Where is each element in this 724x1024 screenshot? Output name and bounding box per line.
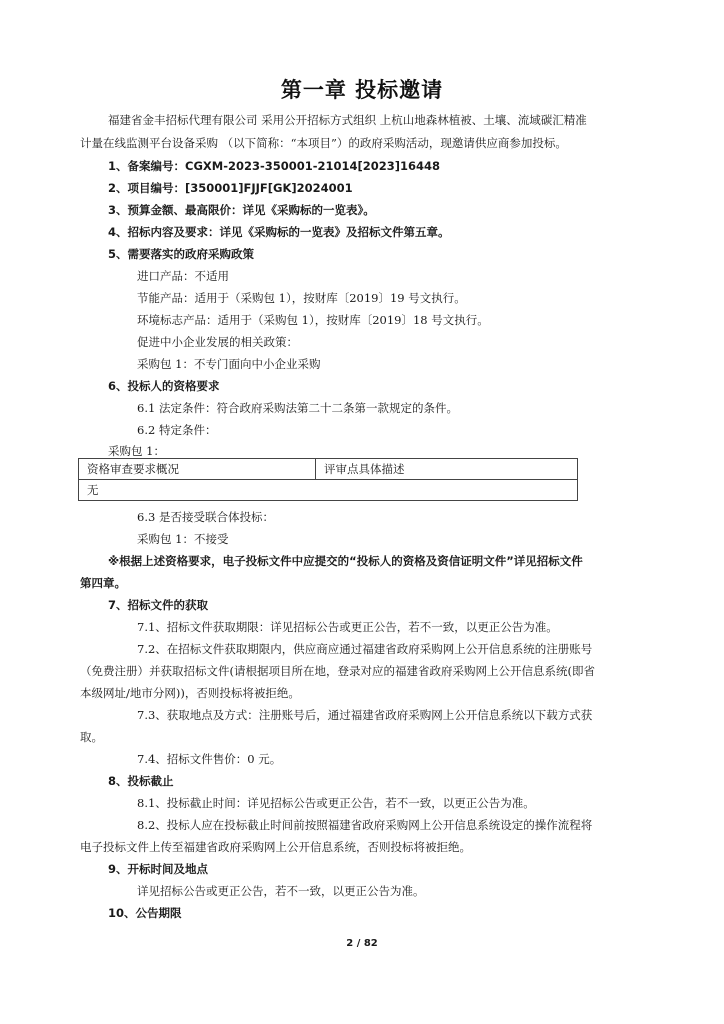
- tender-doc-location-line-2: 取。: [80, 730, 103, 744]
- section-1-filing-number: 1、备案编号：CGXM-2023-350001-21014[2023]16448: [108, 159, 441, 173]
- chapter-title: 第一章 投标邀请: [280, 78, 444, 102]
- section-10-heading: 10、公告期限: [108, 906, 182, 920]
- consortium-answer: 采购包 1：不接受: [137, 532, 229, 546]
- table-header-cell: 资格审查要求概况: [79, 459, 316, 480]
- table-header-cell: 评审点具体描述: [316, 459, 578, 480]
- qualification-note-line-1: ※根据上述资格要求，电子投标文件中应提交的“投标人的资格及资信证明文件”详见招标文件: [108, 554, 583, 568]
- section-6-heading: 6、投标人的资格要求: [108, 379, 220, 393]
- qualification-specific: 6.2 特定条件：: [137, 423, 217, 437]
- deadline-upload-line-2: 电子投标文件上传至福建省政府采购网上公开信息系统，否则投标将被拒绝。: [80, 840, 471, 854]
- section-5-heading: 5、需要落实的政府采购政策: [108, 247, 255, 261]
- qualification-package: 采购包 1：: [108, 444, 165, 458]
- tender-doc-obtain-line-1: 7.2、在招标文件获取期限内，供应商应通过福建省政府采购网上公开信息系统的注册账号: [137, 642, 593, 656]
- table-cell: 无: [79, 480, 578, 501]
- policy-sme-package: 采购包 1：不专门面向中小企业采购: [137, 357, 321, 371]
- opening-time-place: 详见招标公告或更正公告，若不一致，以更正公告为准。: [137, 884, 425, 898]
- tender-doc-location-line-1: 7.3、获取地点及方式：注册账号后，通过福建省政府采购网上公开信息系统以下载方式获: [137, 708, 593, 722]
- policy-sme: 促进中小企业发展的相关政策：: [137, 335, 298, 349]
- section-9-heading: 9、开标时间及地点: [108, 862, 209, 876]
- deadline-time: 8.1、投标截止时间：详见招标公告或更正公告，若不一致，以更正公告为准。: [137, 796, 535, 810]
- consortium-question: 6.3 是否接受联合体投标：: [137, 510, 274, 524]
- tender-doc-obtain-line-3: 本级网址/地市分网))，否则投标将被拒绝。: [80, 686, 300, 700]
- policy-import: 进口产品：不适用: [137, 269, 229, 283]
- intro-line-2: 计量在线监测平台设备采购 （以下简称：“本项目”）的政府采购活动，现邀请供应商参加投标。: [80, 136, 567, 150]
- section-3-budget: 3、预算金额、最高限价：详见《采购标的一览表》。: [108, 203, 375, 217]
- section-4-content: 4、招标内容及要求：详见《采购标的一览表》及招标文件第五章。: [108, 225, 450, 239]
- tender-doc-obtain-line-2: （免费注册）并获取招标文件(请根据项目所在地，登录对应的福建省政府采购网上公开信息系统(即省: [80, 664, 595, 678]
- table-header-row: [79, 459, 578, 480]
- deadline-upload-line-1: 8.2、投标人应在投标截止时间前按照福建省政府采购网上公开信息系统设定的操作流程将: [137, 818, 593, 832]
- tender-doc-period: 7.1、招标文件获取期限：详见招标公告或更正公告，若不一致，以更正公告为准。: [137, 620, 558, 634]
- intro-line-1: 福建省金丰招标代理有限公司 采用公开招标方式组织 上杭山地森林植被、土壤、流域碳汇精准: [108, 113, 587, 127]
- policy-environment: 环境标志产品：适用于（采购包 1），按财库〔2019〕18 号文执行。: [137, 313, 489, 327]
- qualification-note-line-2: 第四章。: [80, 576, 126, 590]
- tender-doc-price: 7.4、招标文件售价：0 元。: [137, 752, 282, 766]
- section-2-project-number: 2、项目编号：[350001]FJJF[GK]2024001: [108, 181, 353, 195]
- section-8-heading: 8、投标截止: [108, 774, 174, 788]
- table-row: [79, 480, 578, 501]
- qualification-table: [78, 458, 578, 501]
- policy-energy: 节能产品：适用于（采购包 1），按财库〔2019〕19 号文执行。: [137, 291, 466, 305]
- qualification-legal: 6.1 法定条件：符合政府采购法第二十二条第一款规定的条件。: [137, 401, 458, 415]
- section-7-heading: 7、招标文件的获取: [108, 598, 209, 612]
- page-number: 2 / 82: [346, 938, 378, 949]
